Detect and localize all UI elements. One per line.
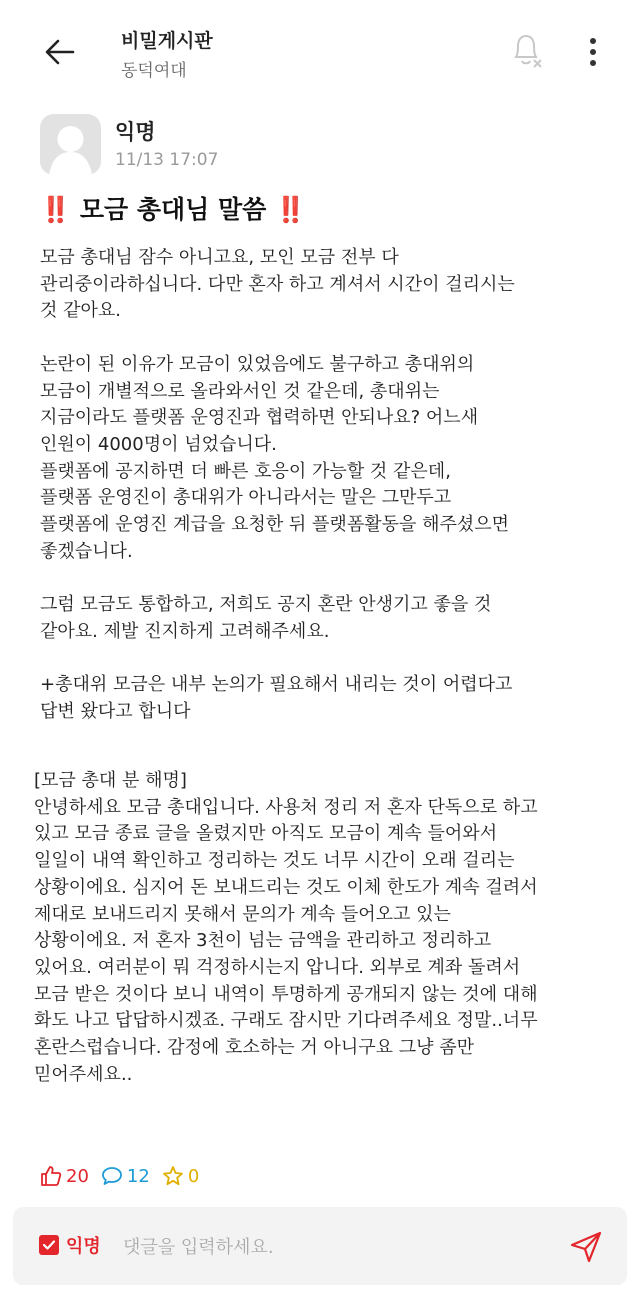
post-stats — [40, 1161, 211, 1191]
body-line: 상황이에요. 저 혼자 3천이 넘는 금액을 관리하고 정리하고 — [34, 930, 492, 952]
bell-off-icon — [508, 30, 544, 70]
send-icon — [569, 1230, 603, 1264]
body-line: 일일이 내역 확인하고 정리하는 것도 너무 시간이 오래 걸리는 — [34, 850, 515, 872]
like-button[interactable] — [40, 1165, 89, 1187]
checkmark-icon — [42, 1238, 56, 1252]
body-line: 혼란스럽습니다. 감정에 호소하는 거 아니구요 그냥 좀만 — [34, 1037, 474, 1059]
double-exclamation-icon: ‼️ — [275, 195, 307, 224]
avatar — [40, 114, 101, 175]
star-icon — [162, 1165, 184, 1187]
post-time: 11/13 17:07 — [115, 150, 219, 170]
explanation-block — [34, 768, 614, 1088]
body-line: 모금 총대님 잠수 아니고요, 모인 모금 전부 다 — [40, 247, 399, 268]
comment-input[interactable] — [121, 1227, 555, 1267]
post-paragraph — [40, 245, 610, 325]
body-line: +총대위 모금은 내부 논의가 필요해서 내리는 것이 어렵다고 — [40, 674, 513, 696]
body-line: 답변 왔다고 합니다 — [40, 700, 191, 722]
send-button[interactable] — [566, 1227, 606, 1267]
body-line: 모금 받은 것이다 보니 내역이 투명하게 공개되지 않는 것에 대해 — [34, 983, 538, 1005]
author-name: 익명 — [115, 120, 156, 144]
body-line: 좋겠습니다. — [40, 540, 133, 562]
post-author — [40, 114, 600, 178]
post-title-text: 모금 총대님 말씀 — [79, 195, 267, 224]
post-title — [40, 190, 306, 226]
comment-bubble-icon — [101, 1165, 123, 1187]
more-vertical-icon — [578, 32, 608, 72]
body-line: 상황이에요. 심지어 돈 보내드리는 것도 이체 한도가 계속 걸려서 — [34, 876, 538, 898]
comment-count-button[interactable] — [101, 1165, 150, 1187]
anonymous-checkbox[interactable] — [39, 1235, 59, 1255]
body-line: 그럼 모금도 통합하고, 저희도 공지 혼란 안생기고 좋을 것 — [40, 594, 492, 616]
post-paragraph — [40, 592, 610, 645]
body-line: 논란이 된 이유가 모금이 있었음에도 불구하고 총대위의 — [40, 353, 475, 375]
app-header — [0, 0, 640, 100]
double-exclamation-icon: ‼️ — [40, 195, 72, 224]
post-paragraph — [40, 672, 610, 725]
explanation-heading: [모금 총대 분 해명] — [34, 770, 187, 791]
body-line: 믿어주세요.. — [34, 1063, 133, 1085]
scrap-button[interactable] — [162, 1165, 199, 1187]
body-line: 있어요. 여러분이 뭐 걱정하시는지 압니다. 외부로 계좌 돌려서 — [34, 956, 521, 978]
body-line: 것 같아요. — [40, 300, 121, 322]
comment-bar — [13, 1207, 627, 1285]
thumbs-up-icon — [40, 1165, 62, 1187]
body-line: 플랫폼 운영진이 총대위가 아니라서는 말은 그만두고 — [40, 487, 452, 509]
anonymous-label[interactable]: 익명 — [66, 1236, 101, 1257]
more-menu-button[interactable] — [578, 32, 608, 72]
body-line: 화도 나고 답답하시겠죠. 구래도 잠시만 기다려주세요 정말..너무 — [34, 1010, 538, 1032]
like-count: 20 — [66, 1165, 89, 1187]
body-line: 플랫폼에 운영진 계급을 요청한 뒤 플랫폼활동을 해주셨으면 — [40, 514, 510, 536]
post-body — [40, 245, 610, 726]
back-button[interactable] — [38, 30, 82, 74]
body-line: 제대로 보내드리지 못해서 문의가 계속 들어오고 있는 — [34, 903, 451, 925]
scrap-count: 0 — [187, 1165, 200, 1187]
post-paragraph — [40, 352, 610, 566]
body-line: 관리중이라하십니다. 다만 혼자 하고 계셔서 시간이 걸리시는 — [40, 273, 515, 295]
body-line: 같아요. 제발 진지하게 고려해주세요. — [40, 620, 330, 642]
back-arrow-icon — [45, 39, 75, 65]
body-line: 인원이 4000명이 넘었습니다. — [40, 433, 277, 455]
board-subtitle: 동덕여대 — [121, 61, 187, 81]
board-title: 비밀게시판 — [121, 30, 213, 52]
notification-toggle-button[interactable] — [508, 30, 544, 70]
default-avatar-icon — [40, 114, 101, 175]
body-line: 안녕하세요 모금 총대입니다. 사용처 정리 저 혼자 단독으로 하고 — [34, 796, 538, 818]
body-line: 있고 모금 종료 글을 올렸지만 아직도 모금이 계속 들어와서 — [34, 823, 498, 845]
body-line: 지금이라도 플랫폼 운영진과 협력하면 안되나요? 어느새 — [40, 407, 479, 429]
comment-count: 12 — [126, 1165, 150, 1187]
body-line: 플랫폼에 공지하면 더 빠른 호응이 가능할 것 같은데, — [40, 460, 451, 482]
body-line: 모금이 개별적으로 올라와서인 것 같은데, 총대위는 — [40, 380, 440, 402]
